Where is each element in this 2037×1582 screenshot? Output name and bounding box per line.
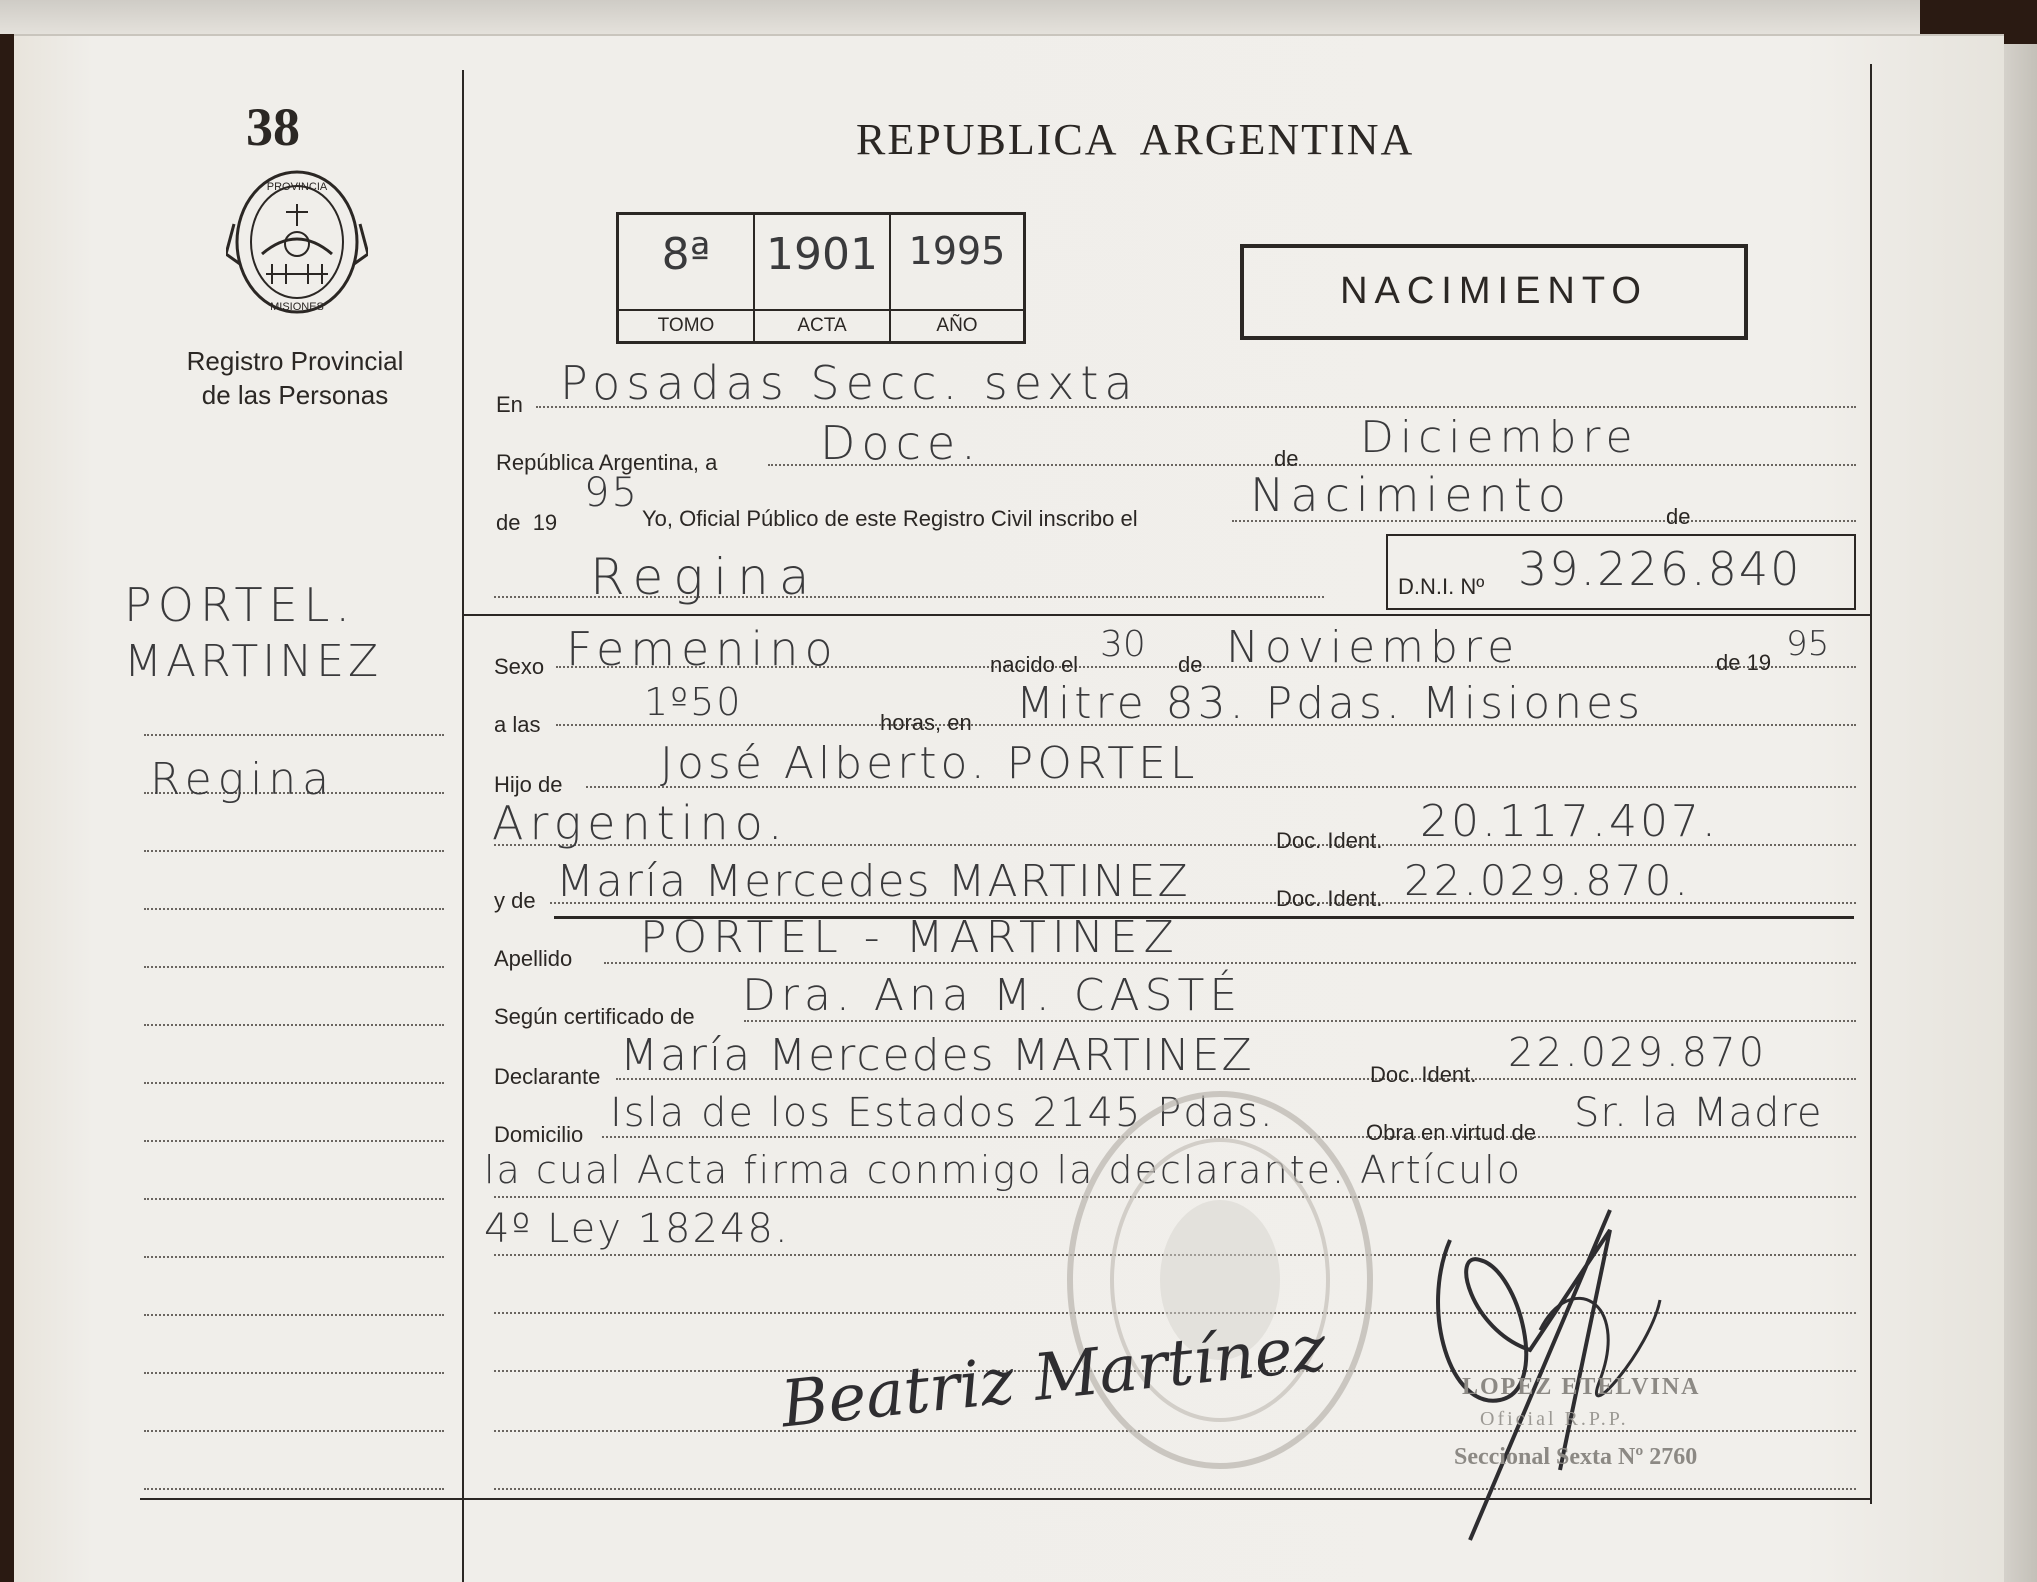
value-dni: 39.226.840 [1518, 542, 1802, 596]
value-declarant: María Mercedes MARTINEZ [620, 1030, 1254, 1081]
officer-signature-icon [1410, 1150, 1730, 1550]
label-a-las: a las [494, 712, 541, 737]
value-obra: Sr. la Madre [1574, 1090, 1823, 1136]
margin-surname-1: PORTEL. [124, 578, 356, 632]
label-dni: D.N.I. Nº [1398, 574, 1485, 599]
value-address: Isla de los Estados 2145 Pdas. [610, 1090, 1275, 1136]
value-event: Nacimiento [1250, 468, 1572, 522]
label-oficial: Yo, Oficial Público de este Registro Civil inscribo el [642, 506, 1138, 531]
book-top-edge [0, 0, 1920, 34]
label-apellido: Apellido [494, 946, 573, 971]
label-horas: horas, en [880, 710, 972, 735]
value-declarant-doc: 22.029.870 [1508, 1030, 1768, 1076]
value-birth-place: Mitre 83. Pdas. Misiones [1016, 678, 1645, 729]
registry-line-1: Registro Provincial [186, 346, 404, 376]
stamp-office: Seccional Sexta Nº 2760 [1454, 1444, 1698, 1470]
label-y-de: y de [494, 888, 536, 913]
value-father-doc: 20.117.407. [1420, 796, 1719, 847]
acta-cell [755, 215, 891, 341]
label-de-19b: de 19 [1716, 650, 1772, 675]
declarant-signature: Beatriz Martínez [777, 1311, 1330, 1443]
label-de-birth: de [1178, 652, 1203, 677]
tomo-cell [619, 215, 755, 341]
provincial-seal-icon [226, 164, 368, 320]
right-border-rule [1870, 64, 1872, 1504]
label-doc-ident-mother: Doc. Ident. [1276, 886, 1383, 911]
label-en: En [496, 392, 523, 417]
page-number: 38 [246, 97, 300, 157]
value-name: Regina [590, 548, 820, 606]
label-de-19: de 19 [496, 510, 558, 535]
value-note-line-2: 4º Ley 18248. [484, 1206, 790, 1252]
registry-line-2: de las Personas [201, 380, 389, 410]
margin-surname-2: MARTINEZ [124, 636, 383, 687]
label-domicilio: Domicilio [494, 1122, 584, 1147]
label-obra: Obra en virtud de [1366, 1120, 1536, 1145]
value-sex: Femenino [566, 622, 839, 676]
anio-value: 1995 [908, 229, 1006, 273]
tomo-label: TOMO [657, 315, 715, 336]
label-hijo: Hijo de [494, 772, 563, 797]
margin-given-name: Regina [150, 754, 336, 805]
value-month: Diciembre [1360, 412, 1639, 463]
label-doc-ident-father: Doc. Ident. [1276, 828, 1383, 853]
label-republica: República Argentina, a [496, 450, 718, 475]
label-segun: Según certificado de [494, 1004, 695, 1029]
label-doc-ident-declarant: Doc. Ident. [1370, 1062, 1477, 1087]
value-birth-year: 95 [1786, 624, 1830, 664]
value-day: Doce. [820, 416, 982, 470]
value-surname: PORTEL - MARTINEZ [640, 912, 1180, 963]
record-type-box [1240, 244, 1748, 340]
value-year: 95 [584, 470, 639, 516]
record-type-label: NACIMIENTO [1340, 270, 1648, 312]
left-column-rule [462, 70, 464, 1582]
anio-label: AÑO [936, 315, 978, 336]
stamp-name: LOPEZ ETELVINA [1462, 1374, 1701, 1400]
value-doctor: Dra. Ana M. CASTÉ [742, 970, 1243, 1021]
value-mother-doc: 22.029.870. [1404, 856, 1691, 905]
value-place: Posadas Secc. sexta [560, 356, 1139, 410]
acta-label: ACTA [797, 315, 847, 336]
value-birth-day: 30 [1100, 624, 1146, 665]
label-nacido: nacido el [990, 652, 1079, 677]
label-sexo: Sexo [494, 654, 545, 679]
tomo-value: 8ª [661, 229, 711, 280]
value-father-nationality: Argentino. [492, 796, 789, 850]
value-father: José Alberto. PORTEL [660, 738, 1199, 789]
label-declarante: Declarante [494, 1064, 601, 1089]
anio-cell [891, 215, 1023, 341]
stamp-title: Oficial R.P.P. [1480, 1408, 1629, 1430]
registry-seal-stamp [1060, 1080, 1380, 1480]
value-note-line-1: la cual Acta firma conmigo la declarante. Artículo [484, 1148, 1522, 1192]
label-de-month: de [1274, 446, 1299, 471]
reference-table [616, 212, 1026, 344]
seal-bottom-text: MISIONES [270, 301, 324, 313]
label-de-event: de [1666, 504, 1691, 529]
country-title: REPUBLICA ARGENTINA [856, 115, 1415, 164]
value-birth-month: Noviembre [1226, 622, 1521, 673]
seal-top-text: PROVINCIA [266, 181, 328, 193]
registry-name [150, 344, 440, 412]
value-hour: 1º50 [644, 680, 743, 724]
acta-value: 1901 [766, 229, 878, 280]
value-mother: María Mercedes MARTINEZ [556, 856, 1190, 907]
